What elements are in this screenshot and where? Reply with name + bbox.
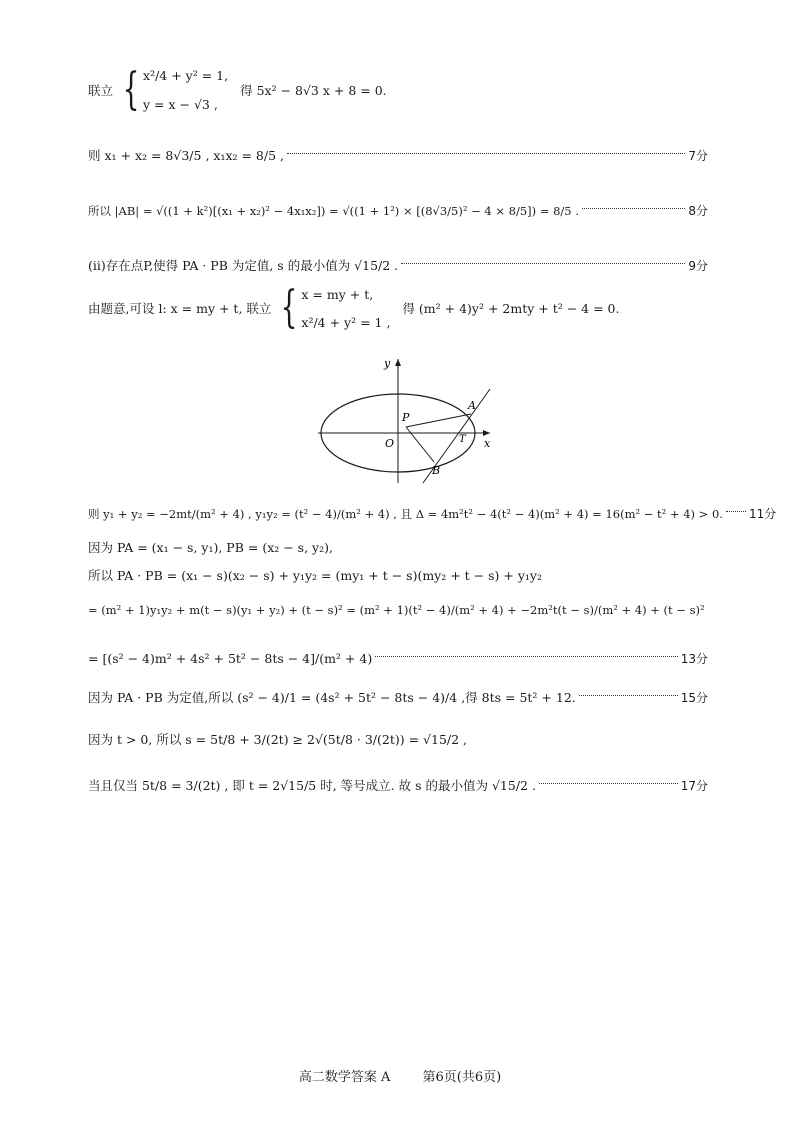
label-x: x xyxy=(484,437,491,450)
ab-length-line xyxy=(88,202,708,219)
dot-product-simplify: = (m² + 1)y₁y₂ + m(t − s)(y₁ + y₂) + (t − s)² = (m² + 1)(t² − 4)/(m² + 4) + −2m²t(t − s)/(m² + 4) + (t − s)² xyxy=(88,603,705,617)
system-result: 得 (m² + 4)y² + 2mty + t² − 4 = 0. xyxy=(402,300,620,316)
ab-length-text: 所以 |AB| = √((1 + k²)[(x₁ + x₂)² − 4x₁x₂]) = √((1 + 1²) × [(8√3/5)² − 4 × 8/5]) = 8/5 . xyxy=(88,203,579,218)
line-setup-prefix: 由题意,可设 l: x = my + t, 联立 xyxy=(88,300,272,316)
system-eq-1: x = my + t, xyxy=(301,286,374,302)
page-footer xyxy=(0,1066,800,1085)
score-15: 15分 xyxy=(680,690,708,705)
system-prefix: 联立 xyxy=(88,82,114,98)
label-t: T xyxy=(459,434,466,445)
constant-condition-text: 因为 PA · PB 为定值,所以 (s² − 4)/1 = (4s² + 5t² − 8ts − 4)/4 ,得 8ts = 5t² + 12. xyxy=(88,690,576,705)
score-8: 8分 xyxy=(688,204,708,218)
label-p: P xyxy=(402,411,410,424)
system-eq-2: x²/4 + y² = 1 , xyxy=(301,314,391,330)
equality-condition xyxy=(88,776,708,794)
part-ii-claim xyxy=(88,256,708,274)
dot-product-result-text: = [(s² − 4)m² + 4s² + 5t² − 8ts − 4]/(m² + 4) xyxy=(88,651,373,666)
system-equation-2 xyxy=(88,282,620,333)
label-y: y xyxy=(384,357,391,370)
part-ii-text: (ii)存在点P,使得 PA · PB 为定值, s 的最小值为 √15/2 . xyxy=(88,258,399,273)
score-7: 7分 xyxy=(688,148,708,163)
dot-product-expansion: 所以 PA · PB = (x₁ − s)(x₂ − s) + y₁y₂ = (my₁ + t − s)(my₂ + t − s) + y₁y₂ xyxy=(88,568,542,583)
label-o: O xyxy=(385,437,395,450)
system-equation-1 xyxy=(88,64,387,115)
equality-condition-text: 当且仅当 5t/8 = 3/(2t) , 即 t = 2√15/5 时, 等号成立. 故 s 的最小值为 √15/2 . xyxy=(88,778,536,793)
dot-leader xyxy=(401,263,685,264)
brace-icon: { xyxy=(281,282,298,333)
vieta-text: 则 y₁ + y₂ = −2mt/(m² + 4) , y₁y₂ = (t² − 4)/(m² + 4) , 且 Δ = 4m²t² − 4(t² − 4)(m² + 4) = 16(m² − t² + 4) > 0. xyxy=(88,506,723,521)
sum-product-text: 则 x₁ + x₂ = 8√3/5 , x₁x₂ = 8/5 , xyxy=(88,148,284,163)
segment-pb xyxy=(406,427,434,462)
system-result: 得 5x² − 8√3 x + 8 = 0. xyxy=(240,82,387,98)
vector-definition: 因为 PA = (x₁ − s, y₁), PB = (x₂ − s, y₂), xyxy=(88,540,333,555)
footer-page-info: 第6页(共6页) xyxy=(422,1070,502,1085)
segment-pa xyxy=(406,414,471,427)
brace-icon: { xyxy=(122,64,140,115)
sum-product-line xyxy=(88,146,708,164)
dot-leader xyxy=(582,208,685,209)
score-11: 11分 xyxy=(748,507,777,521)
x-axis-arrow-icon xyxy=(483,430,490,436)
score-17: 17分 xyxy=(680,778,708,793)
dot-leader xyxy=(539,783,678,784)
label-a: A xyxy=(468,399,476,412)
am-gm-inequality: 因为 t > 0, 所以 s = 5t/8 + 3/(2t) ≥ 2√(5t/8 · 3/(2t)) = √15/2 , xyxy=(88,732,468,747)
dot-leader xyxy=(287,153,685,154)
dot-leader xyxy=(726,511,746,512)
system-eq-1: x²/4 + y² = 1, xyxy=(143,68,229,83)
dot-leader xyxy=(579,695,678,696)
ellipse-figure xyxy=(318,355,508,485)
dot-leader xyxy=(375,656,678,657)
vieta-line xyxy=(88,505,777,522)
label-b: B xyxy=(432,464,441,477)
score-9: 9分 xyxy=(688,258,708,273)
equation-system xyxy=(117,64,229,115)
score-13: 13分 xyxy=(680,652,708,666)
equation-system xyxy=(275,282,391,333)
y-axis-arrow-icon xyxy=(395,359,401,366)
footer-doc-title: 高二数学答案 A xyxy=(298,1070,391,1085)
constant-condition xyxy=(88,688,708,706)
dot-product-result xyxy=(88,650,708,667)
system-eq-2: y = x − √3 , xyxy=(143,97,218,112)
